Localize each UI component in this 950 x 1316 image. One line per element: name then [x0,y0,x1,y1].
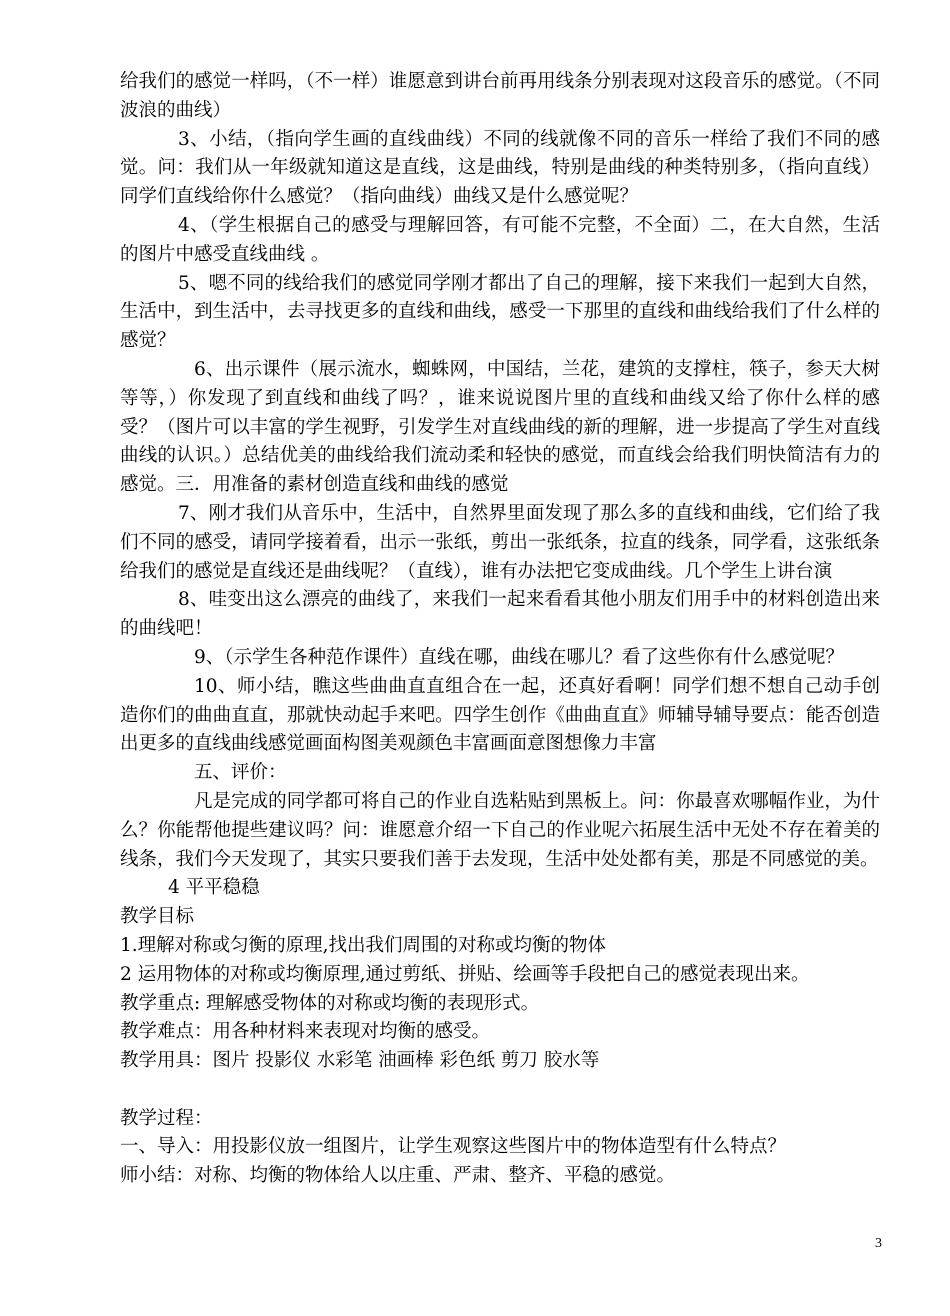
teaching-focus: 教学重点: 理解感受物体的对称或均衡的表现形式。 [120,992,540,1014]
goal-1: 1.理解对称或匀衡的原理,找出我们周围的对称或均衡的物体 [120,934,607,956]
page-number: 3 [875,1236,882,1251]
blank-line [120,1076,880,1105]
paragraph-step-3: 3、小结，（指向学生画的直线曲线）不同的线就像不同的音乐一样给了我们不同的感觉。问：我们从一年级就知道这是直线，这是曲线，特别是曲线的种类特别多，（指向直线）同学们直线给你什么感觉？（指向曲线）曲线又是什么感觉呢？ [120,128,880,208]
process-summary: 师小结：对称、均衡的物体给人以庄重、严肃、整齐、平稳的感觉。 [120,1165,676,1187]
paragraph-step-4: 4、（学生根据自己的感受与理解回答，有可能不完整，不全面）二，在大自然，生活的图片中感受直线曲线 。 [120,214,880,265]
teaching-difficulty: 教学难点：用各种材料来表现对均衡的感受。 [120,1021,491,1043]
heading-teaching-goals: 教学目标 [120,906,195,928]
paragraph-step-7: 7、刚才我们从音乐中，生活中，自然界里面发现了那么多的直线和曲线，它们给了我们不同的感受，请同学接着看，出示一张纸，剪出一张纸条，拉直的线条，同学看，这张纸条给我们的感觉是直线还是曲线呢？（直线），谁有办法把它变成曲线。几个学生上讲台演 [120,502,880,582]
lesson-title: 4 平平稳稳 [168,877,260,899]
paragraph-step-9: 9、（示学生各种范作课件）直线在哪，曲线在哪儿？看了这些你有什么感觉呢？ [194,646,845,668]
paragraph-step-5: 5、嗯不同的线给我们的感觉同学刚才都出了自己的理解，接下来我们一起到大自然，生活中，到生活中，去寻找更多的直线和曲线，感受一下那里的直线和曲线给我们了什么样的感觉？ [120,272,880,352]
paragraph-continuation: 给我们的感觉一样吗，（不一样）谁愿意到讲台前再用线条分别表现对这段音乐的感觉。（不同波浪的曲线） [120,71,880,121]
paragraph-step-8: 8、哇变出这么漂亮的曲线了，来我们一起来看看其他小朋友们用手中的材料创造出来的曲线吧！ [120,589,880,640]
document-body [120,68,880,1191]
process-intro: 一、导入：用投影仪放一组图片，让学生观察这些图片中的物体造型有什么特点？ [120,1136,787,1158]
paragraph-step-10: 10、师小结，瞧这些曲曲直直组合在一起，还真好看啊！同学们想不想自己动手创造你们的曲曲直直，那就快动起手来吧。四学生创作《曲曲直直》师辅导辅导要点：能否创造出更多的直线曲线感觉画面构图美观颜色丰富画面意图想像力丰富 [120,675,880,755]
teaching-tools: 教学用具：图片 投影仪 水彩笔 油画棒 彩色纸 剪刀 胶水等 [120,1050,600,1072]
goal-2: 2 运用物体的对称或均衡原理,通过剪纸、拼贴、绘画等手段把自己的感觉表现出来。 [120,963,810,985]
heading-teaching-process: 教学过程： [120,1107,213,1129]
paragraph-evaluation: 凡是完成的同学都可将自己的作业自选粘贴到黑板上。问：你最喜欢哪幅作业，为什么？你能帮他提些建议吗？问：谁愿意介绍一下自己的作业呢六拓展生活中无处不存在着美的线条，我们今天发现了，其实只要我们善于去发现，生活中处处都有美，那是不同感觉的美。 [120,790,880,870]
heading-evaluation: 五、评价： [194,762,287,784]
paragraph-step-6: 6、出示课件（展示流水，蜘蛛网，中国结，兰花，建筑的支撑柱，筷子，参天大树等等，）你发现了到直线和曲线了吗？，谁来说说图片里的直线和曲线又给了你什么样的感受？（图片可以丰富的学生视野，引发学生对直线曲线的新的理解，进一步提高了学生对直线曲线的认识。）总结优美的曲线给我们流动柔和轻快的感觉，而直线会给我们明快简洁有力的感觉。三．用准备的素材创造直线和曲线的感觉 [120,358,880,496]
